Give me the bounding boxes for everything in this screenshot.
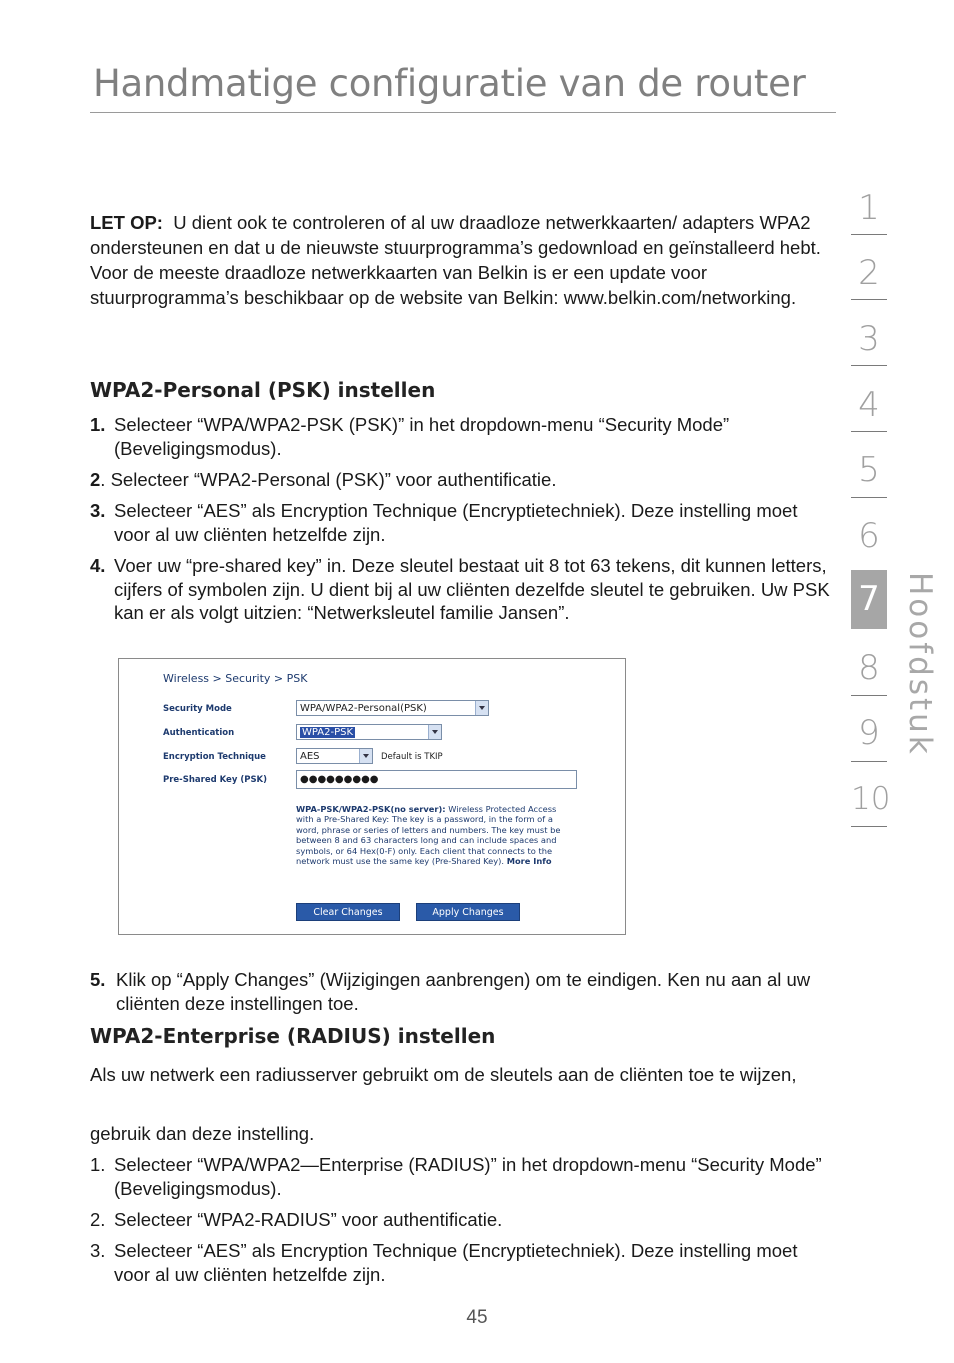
step-text: Selecteer “WPA/WPA2—Enterprise (RADIUS)” in het dropdown-menu “Security Mode” (Beveligingsmodus). <box>114 1154 822 1199</box>
page-number: 45 <box>466 1307 488 1328</box>
breadcrumb: Wireless > Security > PSK <box>163 672 308 685</box>
title-divider <box>90 112 836 113</box>
chapter-divider <box>851 299 887 300</box>
more-info-link[interactable]: More Info <box>506 856 552 867</box>
chapter-number[interactable]: 2 <box>858 253 880 293</box>
chapter-active[interactable] <box>851 570 887 629</box>
psk-input[interactable]: ●●●●●●●●● <box>296 770 577 789</box>
list-item <box>90 499 832 546</box>
step-text: Klik op “Apply Changes” (Wijzigingen aanbrengen) om te eindigen. Ken nu aan al uw cliënten deze instellingen toe. <box>116 969 811 1014</box>
step-number: 3. <box>90 1240 106 1261</box>
step-text: Selecteer “AES” als Encryption Technique (Encryptietechniek). Deze instelling moet voor al uw cliënten hetzelfde zijn. <box>114 1240 798 1285</box>
step-number: 4. <box>90 555 106 576</box>
description-text: Wireless Protected Access with a Pre-Shared Key: The key is a password, in the form of a word, phrase or series of letters and numbers. The key must be between 8 and 63 characters long and can include spaces and symbols, or 64 Hex(0-F) only. Each client that connects to the network must use the same key (Pre-Shared Key). <box>296 804 561 867</box>
step-number: 3. <box>90 500 106 521</box>
chevron-down-icon[interactable] <box>359 749 372 763</box>
intro-paragraph: Als uw netwerk een radiusserver gebruikt om de sleutels aan de cliënten toe te wijzen, <box>90 1064 797 1085</box>
chapter-divider <box>851 826 887 827</box>
list-item <box>90 554 832 625</box>
list-item <box>90 1208 832 1232</box>
step-text: Selecteer “AES” als Encryption Technique (Encryptietechniek). Deze instelling moet voor al uw cliënten hetzelfde zijn. <box>114 500 798 545</box>
encryption-label: Encryption Technique <box>163 752 266 762</box>
note-paragraph <box>90 210 832 310</box>
description-title: WPA-PSK/WPA2-PSK(no server): <box>296 804 446 814</box>
chapter-divider <box>851 695 887 696</box>
chapter-divider <box>851 497 887 498</box>
step-number: 2. <box>90 1209 106 1230</box>
security-mode-value: WPA/WPA2-Personal(PSK) <box>300 703 427 714</box>
chapter-number-active: 7 <box>858 579 880 619</box>
list-item <box>90 413 832 460</box>
security-mode-select[interactable] <box>296 700 489 716</box>
psk-description <box>296 804 576 866</box>
step-number: 1. <box>90 1154 106 1175</box>
chevron-down-icon[interactable] <box>475 701 488 715</box>
chapter-number[interactable]: 10 <box>851 781 891 817</box>
psk-label: Pre-Shared Key (PSK) <box>163 775 268 785</box>
step-number: 5. <box>90 969 106 990</box>
authentication-value: WPA2-PSK <box>302 727 354 738</box>
encryption-select[interactable] <box>296 748 373 764</box>
note-label: LET OP: <box>90 212 163 233</box>
step-text: Selecteer “WPA/WPA2-PSK (PSK)” in het dropdown-menu “Security Mode” (Beveligingsmodus). <box>114 414 730 459</box>
step-number: 1. <box>90 414 106 435</box>
encryption-hint: Default is TKIP <box>381 752 443 762</box>
chapter-divider <box>851 365 887 366</box>
router-screenshot <box>118 658 626 935</box>
chapter-number[interactable]: 9 <box>858 713 880 753</box>
chapter-label: Hoofdstuk <box>902 572 938 757</box>
chevron-down-icon[interactable] <box>428 725 441 739</box>
authentication-select[interactable] <box>296 724 442 740</box>
apply-changes-button[interactable]: Apply Changes <box>416 903 520 921</box>
chapter-number[interactable]: 5 <box>858 450 880 490</box>
clear-changes-button[interactable]: Clear Changes <box>296 903 400 921</box>
chapter-number[interactable]: 3 <box>858 319 880 359</box>
list-item <box>90 1239 832 1286</box>
step-text: Voer uw “pre-shared key” in. Deze sleutel bestaat uit 8 tot 63 tekens, dit kunnen letters, cijfers of symbolen zijn. U dient bij al uw cliënten dezelfde sleutel te gebruiken. Uw PSK kan er als volgt uitzien: “Netwerksleutel familie Jansen”. <box>114 555 830 623</box>
authentication-label: Authentication <box>163 728 235 738</box>
note-text: U dient ook te controleren of al uw draadloze netwerkkaarten/ adapters WPA2 ondersteunen en dat u de nieuwste stuurprogramma’s gedownload en geïnstalleerd hebt. Voor de meeste draadloze netwerkkaarten van Belkin is er een update voor stuurprogramma’s beschikbaar op de website van Belkin: www.belkin.com/networking. <box>90 212 821 308</box>
encryption-value: AES <box>300 751 320 762</box>
step-text: Selecteer “WPA2-RADIUS” voor authentificatie. <box>114 1209 503 1230</box>
step-number: 2 <box>90 469 101 490</box>
section-heading-psk: WPA2-Personal (PSK) instellen <box>90 378 436 402</box>
step-text: . Selecteer “WPA2-Personal (PSK)” voor authentificatie. <box>100 469 557 490</box>
chapter-number[interactable]: 6 <box>858 516 880 556</box>
chapter-number[interactable]: 8 <box>858 648 880 688</box>
chapter-number[interactable]: 4 <box>858 385 880 425</box>
list-item <box>90 1153 832 1200</box>
chapter-divider <box>851 761 887 762</box>
chapter-divider <box>851 431 887 432</box>
section-heading-radius: WPA2-Enterprise (RADIUS) instellen <box>90 1024 496 1048</box>
page-title: Handmatige configuratie van de router <box>93 62 806 105</box>
chapter-divider <box>851 234 887 235</box>
chapter-number[interactable]: 1 <box>858 188 880 228</box>
security-mode-label: Security Mode <box>163 704 232 714</box>
intro-paragraph: gebruik dan deze instelling. <box>90 1123 315 1144</box>
list-item <box>90 968 832 1015</box>
list-item <box>90 468 832 492</box>
